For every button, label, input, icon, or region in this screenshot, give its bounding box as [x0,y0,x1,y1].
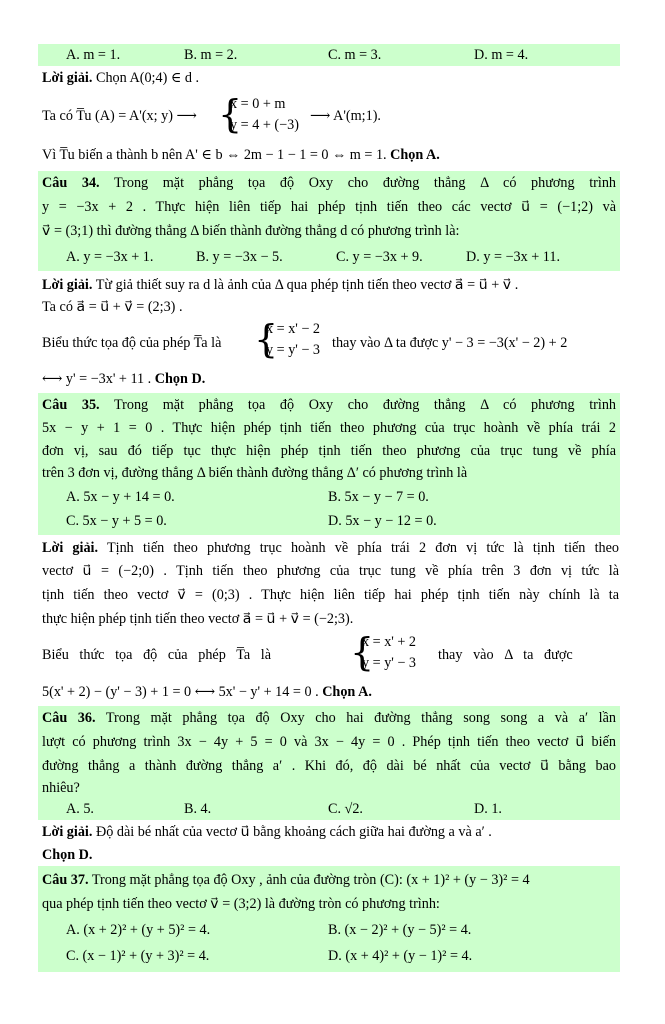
q34-option-b: B. y = −3x − 5. [196,249,283,265]
q33-options [38,44,620,66]
q37-option-d: D. (x + 4)² + (y − 1)² = 4. [328,948,473,964]
q34-solution-line4: ⟷ y' = −3x' + 11 . Chọn D. [42,371,206,387]
q34-line1: Câu 34. Trong mặt phẳng tọa độ Oxy cho đường thẳng Δ có phương trình [42,175,617,191]
q35-question [38,393,620,535]
q35-solution-line3: tịnh tiến theo vectơ v⃗ = (0;3) . Thực hiện liên tiếp hai phép tịnh tiến này chính là ta [42,587,619,603]
q37-question [38,866,620,972]
q33-solution-line2-lhs: Ta có T̅u (A) = A'(x; y) ⟶ [42,108,197,124]
q33-solution-line2-rhs: ⟶ A'(m;1). [310,108,381,124]
q37-option-a: A. (x + 2)² + (y + 5)² = 4. [66,922,211,938]
q36-answer: Chọn D. [42,847,93,863]
q34-solution-line2: Ta có a⃗ = u⃗ + v⃗ = (2;3) . [42,299,183,315]
q35-solution-line5-rhs: thay vào Δ ta được [438,647,573,663]
q34-equation-system: { x = x' − 2 y = y' − 3 [254,317,321,361]
q35-line4: trên 3 đơn vị, đường thẳng Δ biến thành đường thẳng Δ′ có phương trình là [42,465,468,481]
q34-option-c: C. y = −3x + 9. [336,249,423,265]
q35-option-a: A. 5x − y + 14 = 0. [66,489,175,505]
q36-label: Câu 36. [42,710,96,726]
q37-label: Câu 37. [42,872,89,888]
q34-label: Câu 34. [42,175,100,191]
q36-line3: đường thẳng a thành đường thẳng a′ . Khi đó, độ dài bé nhất của vectơ u⃗ bằng bao [42,758,616,774]
q35-line1: Câu 35. Trong mặt phẳng tọa độ Oxy cho đường thẳng Δ có phương trình [42,397,617,413]
q33-option-d: D. m = 4. [474,47,529,63]
q36-question [38,706,620,820]
q33-answer: Chọn A. [390,147,440,163]
q37-option-c: C. (x − 1)² + (y + 3)² = 4. [66,948,210,964]
q34-solution-label: Lời giải. [42,277,93,293]
q36-solution-label: Lời giải. [42,824,93,840]
q34-line3: v⃗ = (3;1) thì đường thẳng Δ biến thành đường thẳng d có phương trình là: [42,223,460,239]
q33-equation-system: { x = 0 + m y = 4 + (−3) [218,92,299,136]
q35-option-c: C. 5x − y + 5 = 0. [66,513,167,529]
q35-option-b: B. 5x − y − 7 = 0. [328,489,429,505]
q34-option-a: A. y = −3x + 1. [66,249,154,265]
q35-solution-line2: vectơ u⃗ = (−2;0) . Tịnh tiến theo phương của trục tung về phía trên 3 đơn vị tức là [42,563,619,579]
q33-solution-label: Lời giải. [42,70,93,86]
q37-option-b: B. (x − 2)² + (y − 5)² = 4. [328,922,472,938]
q33-solution-line1: Lời giải. Chọn A(0;4) ∈ d . [42,70,200,86]
q35-solution-line5-lhs: Biểu thức tọa độ của phép T̅a là [42,647,272,663]
q37-line1: Câu 37. Trong mặt phẳng tọa độ Oxy , ảnh của đường tròn (C): (x + 1)² + (y − 3)² = 4 [42,872,530,888]
q33-option-a: A. m = 1. [66,47,121,63]
q36-line2: lượt có phương trình 3x − 4y + 5 = 0 và 3x − 4y = 0 . Phép tịnh tiến theo vectơ u⃗ biến [42,734,616,750]
q34-solution-line1: Lời giải. Từ giả thiết suy ra d là ảnh của Δ qua phép tịnh tiến theo vectơ a⃗ = u⃗ + v⃗ . [42,277,519,293]
q35-label: Câu 35. [42,397,100,413]
q33-solution-line3: Vì T̅u biến a thành b nên A' ∈ b ⇔ 2m − 1 − 1 = 0 ⇔ m = 1. Chọn A. [42,147,440,163]
q33-option-b: B. m = 2. [184,47,238,63]
q35-option-d: D. 5x − y − 12 = 0. [328,513,437,529]
brace-icon: { [350,630,375,674]
q36-option-a: A. 5. [66,801,94,817]
q36-line4: nhiêu? [42,780,80,796]
brace-icon: { [254,317,279,361]
q35-solution-line1: Lời giải. Tịnh tiến theo phương trục hoành về phía trái 2 đơn vị tức là tịnh tiến theo [42,540,619,556]
q33-option-c: C. m = 3. [328,47,382,63]
q34-option-d: D. y = −3x + 11. [466,249,561,265]
q34-line2: y = −3x + 2 . Thực hiện liên tiếp hai phép tịnh tiến theo các vectơ u⃗ = (−1;2) và [42,199,616,215]
q34-question [38,171,620,271]
q35-solution-line4: thực hiện phép tịnh tiến theo vectơ a⃗ = u⃗ + v⃗ = (−2;3). [42,611,354,627]
q35-solution-label: Lời giải. [42,540,99,556]
q35-line3: đơn vị, sau đó tiếp tục thực hiện phép tịnh tiến theo phương của trục tung về phía [42,443,616,459]
q36-option-c: C. √2. [328,801,363,817]
q35-equation-system: { x = x' + 2 y = y' − 3 [350,630,417,674]
q34-solution-line3-lhs: Biểu thức tọa độ của phép T̅a là [42,335,222,351]
q36-solution-line1: Lời giải. Độ dài bé nhất của vectơ u⃗ bằng khoảng cách giữa hai đường a và a′ . [42,824,492,840]
q35-answer: Chọn A. [322,684,372,700]
q36-line1: Câu 36. Trong mặt phẳng tọa độ Oxy cho hai đường thẳng song song a và a′ lần [42,710,616,726]
q35-line2: 5x − y + 1 = 0 . Thực hiện phép tịnh tiến theo phương của trục hoành về phía trái 2 [42,420,616,436]
q37-line2: qua phép tịnh tiến theo vectơ v⃗ = (3;2) là đường tròn có phương trình: [42,896,440,912]
q34-answer: Chọn D. [154,371,206,387]
q36-option-d: D. 1. [474,801,502,817]
q36-option-b: B. 4. [184,801,212,817]
q35-solution-line6: 5(x' + 2) − (y' − 3) + 1 = 0 ⟷ 5x' − y' + 14 = 0 . Chọn A. [42,684,372,700]
q34-solution-line3-rhs: thay vào Δ ta được y' − 3 = −3(x' − 2) + 2 [332,335,568,351]
brace-icon: { [218,92,243,136]
